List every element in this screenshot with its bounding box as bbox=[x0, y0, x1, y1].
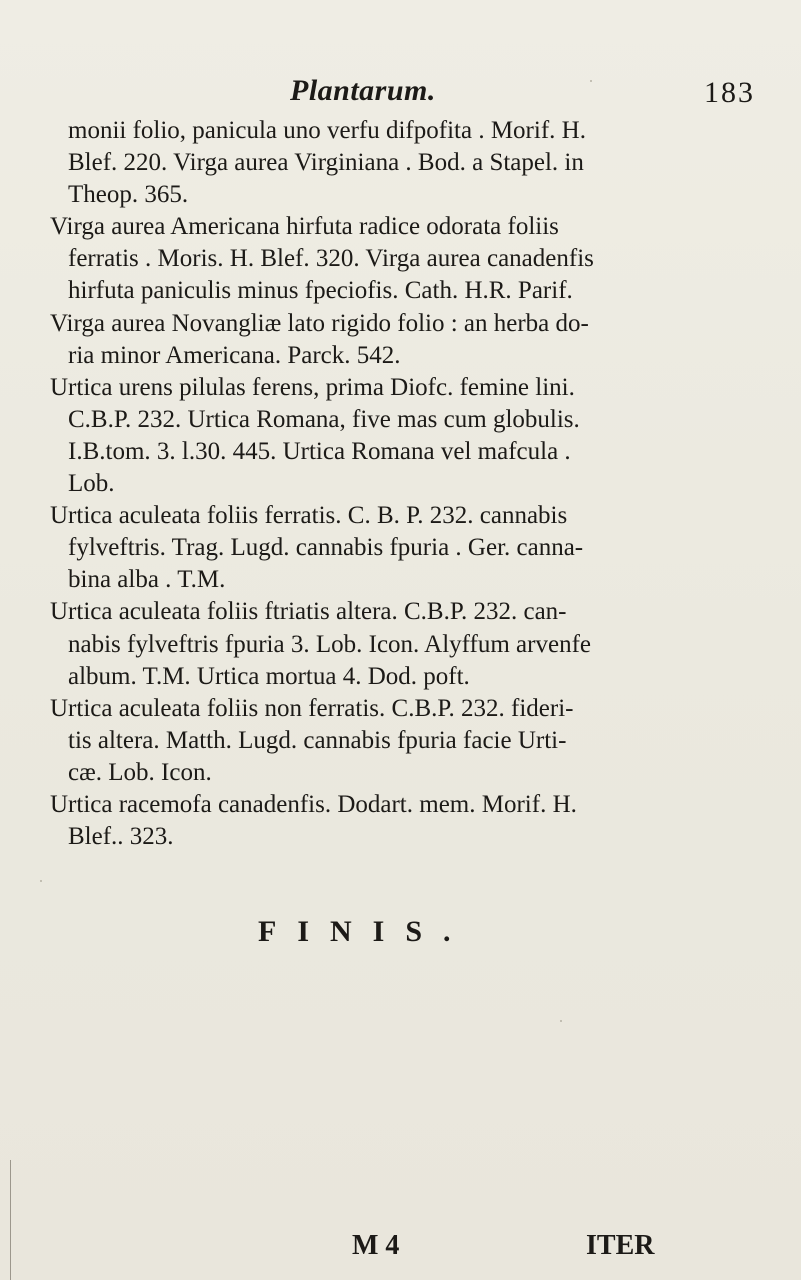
text-line: nabis fylveftris fpuria 3. Lob. Icon. Alyffum arvenfe bbox=[68, 630, 591, 658]
text-line: bina alba . T.M. bbox=[68, 566, 226, 594]
text-line: album. T.M. Urtica mortua 4. Dod. poft. bbox=[68, 662, 470, 690]
running-title: Plantarum. bbox=[290, 74, 436, 107]
text-line: hirfuta paniculis minus fpeciofis. Cath. H.R. Parif. bbox=[68, 277, 573, 305]
paper-speck bbox=[590, 80, 592, 82]
signature-mark: M 4 bbox=[352, 1230, 400, 1261]
text-line: cæ. Lob. Icon. bbox=[68, 758, 212, 786]
text-line: Virga aurea Novangliæ lato rigido folio : an herba do- bbox=[50, 309, 589, 337]
text-line: Urtica aculeata foliis ferratis. C. B. P. 232. cannabis bbox=[50, 502, 568, 530]
text-line: Lob. bbox=[68, 470, 115, 498]
catchword: ITER bbox=[586, 1230, 655, 1261]
text-line: tis altera. Matth. Lugd. cannabis fpuria facie Urti- bbox=[68, 726, 567, 754]
text-line: Virga aurea Americana hirfuta radice odorata foliis bbox=[50, 213, 559, 241]
paper-speck bbox=[40, 880, 42, 882]
page-edge-line bbox=[10, 1160, 11, 1280]
text-line: Urtica aculeata foliis ftriatis altera. C.B.P. 232. can- bbox=[50, 598, 567, 626]
text-line: Urtica racemofa canadenfis. Dodart. mem. Morif. H. bbox=[50, 790, 577, 818]
text-line: Urtica aculeata foliis non ferratis. C.B.P. 232. fideri- bbox=[50, 694, 574, 722]
text-line: ferratis . Moris. H. Blef. 320. Virga aurea canadenfis bbox=[68, 245, 594, 273]
text-line: Blef.. 323. bbox=[68, 823, 174, 851]
paper-speck bbox=[560, 1020, 562, 1022]
finis-heading: FINIS. bbox=[258, 915, 472, 948]
text-line: fylveftris. Trag. Lugd. cannabis fpuria . Ger. canna- bbox=[68, 534, 584, 562]
text-line: Theop. 365. bbox=[68, 181, 189, 209]
page-number: 183 bbox=[704, 76, 755, 109]
text-line: C.B.P. 232. Urtica Romana, five mas cum globulis. bbox=[68, 405, 580, 433]
text-line: Blef. 220. Virga aurea Virginiana . Bod. a Stapel. in bbox=[68, 149, 584, 177]
text-line: monii folio, panicula uno verfu difpofita . Morif. H. bbox=[68, 117, 586, 144]
text-line: ria minor Americana. Parck. 542. bbox=[68, 341, 401, 369]
body-text bbox=[50, 115, 750, 853]
text-line: Urtica urens pilulas ferens, prima Diofc. femine lini. bbox=[50, 373, 575, 401]
text-line: I.B.tom. 3. l.30. 445. Urtica Romana vel mafcula . bbox=[68, 437, 571, 465]
